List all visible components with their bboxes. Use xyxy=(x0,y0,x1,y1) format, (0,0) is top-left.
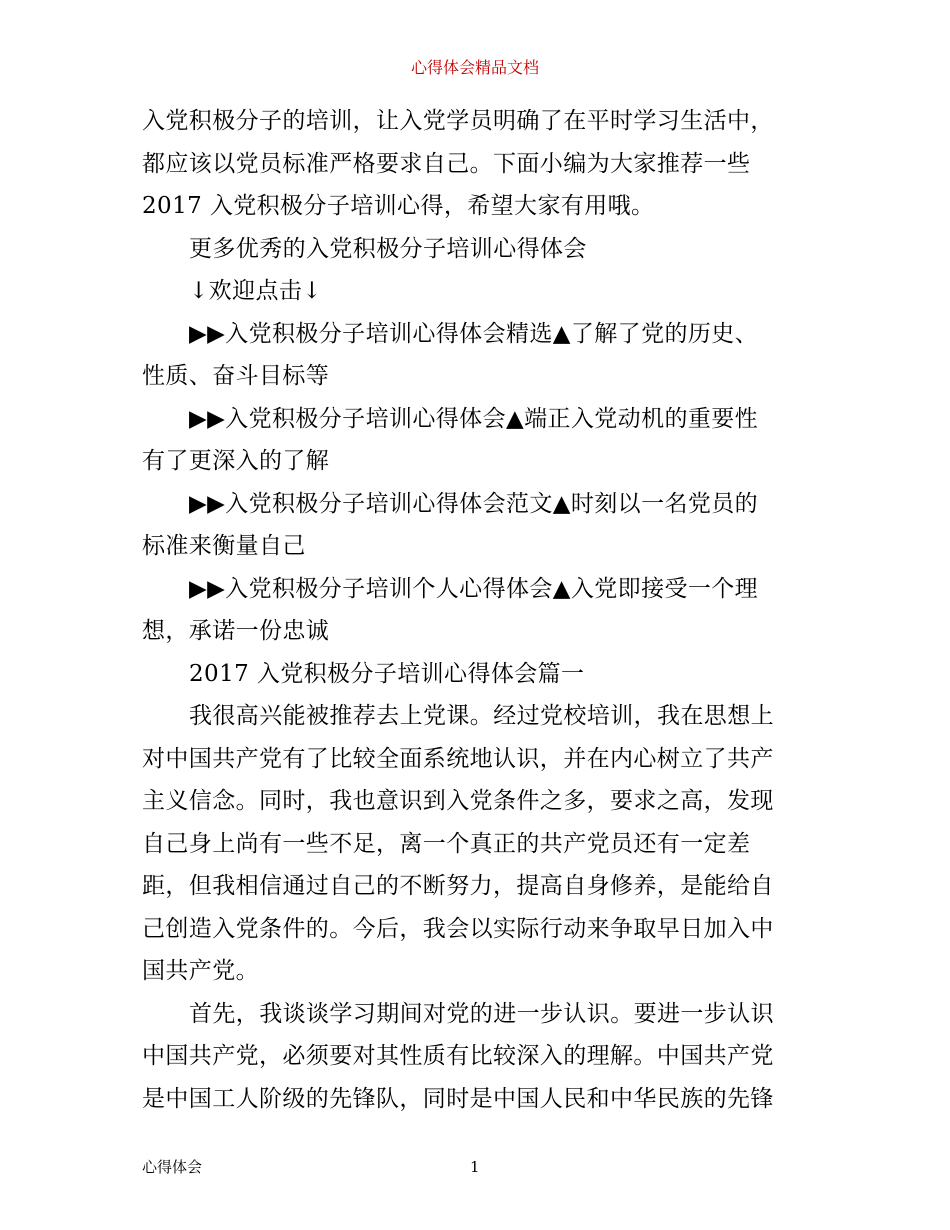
text-line: 己创造入党条件的。今后，我会以实际行动来争取早日加入中 xyxy=(142,915,774,942)
text-line: 标准来衡量自己 xyxy=(142,533,306,559)
text-line: ▶▶入党积极分子培训心得体会▲端正入党动机的重要性 xyxy=(189,405,759,432)
text-line: 是中国工人阶级的先锋队，同时是中国人民和中华民族的先锋 xyxy=(142,1085,774,1112)
text-line: ▶▶入党积极分子培训个人心得体会▲入党即接受一个理 xyxy=(189,575,759,602)
text-line: 对中国共产党有了比较全面系统地认识，并在内心树立了共产 xyxy=(142,745,774,772)
text-line: 更多优秀的入党积极分子培训心得体会 xyxy=(189,235,587,262)
text-line: 2017 入党积极分子培训心得体会篇一 xyxy=(189,660,585,687)
document-body xyxy=(142,100,810,1120)
text-line: 入党积极分子的培训，让入党学员明确了在平时学习生活中， xyxy=(142,108,774,134)
text-line: 想，承诺一份忠诚 xyxy=(142,618,330,644)
page-number: 1 xyxy=(470,1158,480,1176)
text-line: 自己身上尚有一些不足，离一个真正的共产党员还有一定差 xyxy=(142,830,751,857)
page-header-title: 心得体会精品文档 xyxy=(410,58,539,77)
text-line: 都应该以党员标准严格要求自己。下面小编为大家推荐一些 xyxy=(142,150,751,177)
text-line: 2017 入党积极分子培训心得，希望大家有用哦。 xyxy=(142,193,655,219)
footer-label: 心得体会 xyxy=(142,1158,203,1176)
text-line: 我很高兴能被推荐去上党课。经过党校培训，我在思想上 xyxy=(189,703,774,729)
text-line: ▶▶入党积极分子培训心得体会精选▲了解了党的历史、 xyxy=(189,320,759,347)
text-line: 有了更深入的了解 xyxy=(142,448,330,474)
text-line: 距，但我相信通过自己的不断努力，提高自身修养，是能给自 xyxy=(142,873,774,899)
text-line: 国共产党。 xyxy=(142,958,259,984)
text-line: 中国共产党，必须要对其性质有比较深入的理解。中国共产党 xyxy=(142,1043,774,1069)
text-line: 首先，我谈谈学习期间对党的进一步认识。要进一步认识 xyxy=(189,1000,774,1027)
text-line: 性质、奋斗目标等 xyxy=(142,363,330,389)
text-line: 主义信念。同时，我也意识到入党条件之多，要求之高，发现 xyxy=(142,788,774,814)
text-line: ↓欢迎点击↓ xyxy=(189,278,322,304)
text-line: ▶▶入党积极分子培训心得体会范文▲时刻以一名党员的 xyxy=(189,490,759,517)
